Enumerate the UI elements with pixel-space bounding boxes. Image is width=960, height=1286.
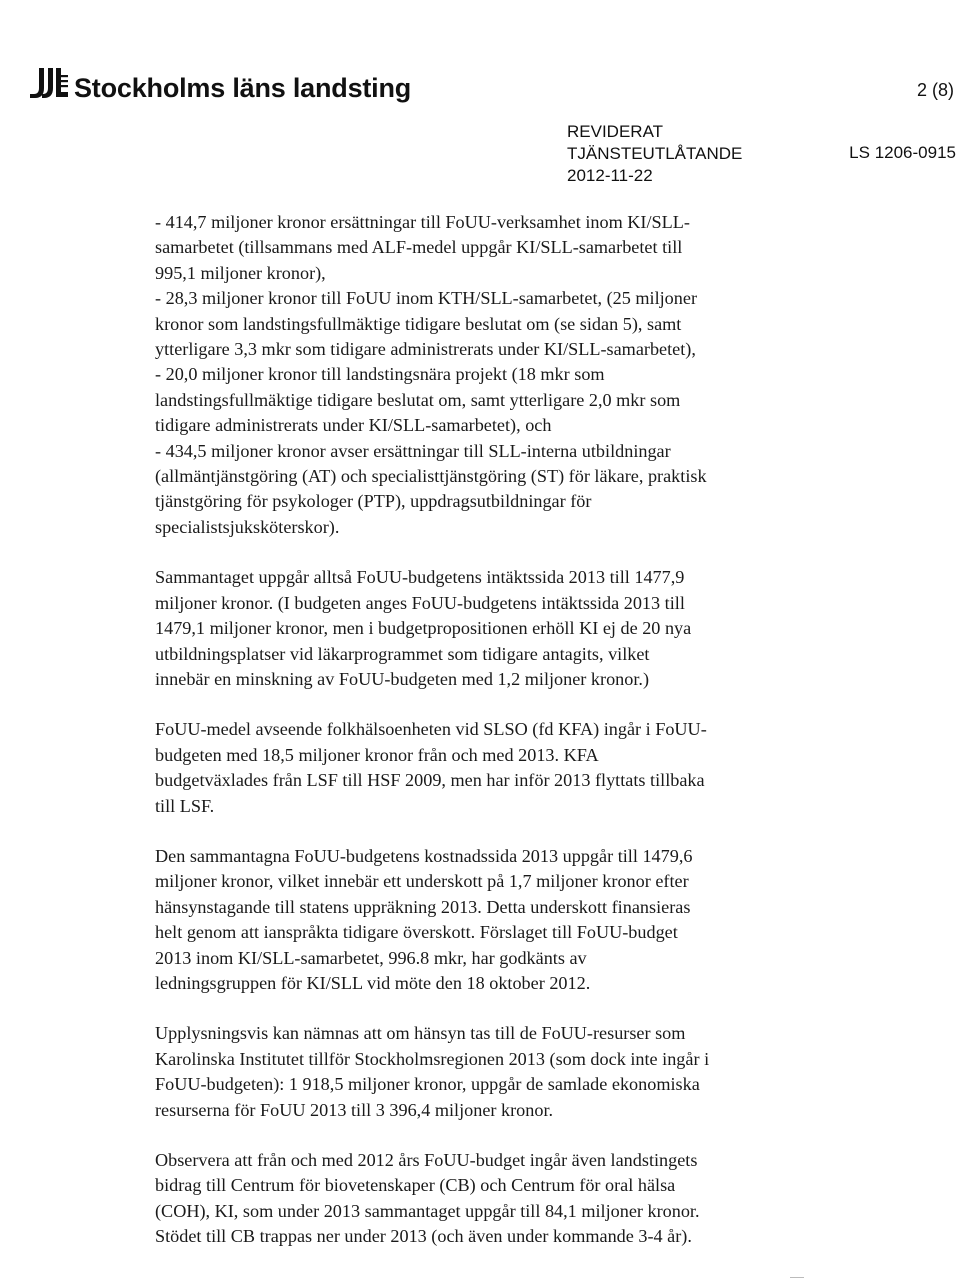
document-id: LS 1206-0915 bbox=[849, 143, 956, 162]
text-line: - 434,5 miljoner kronor avser ersättningar till SLL-interna utbildningar bbox=[155, 440, 671, 461]
page-number: 2 (8) bbox=[916, 80, 954, 100]
text-line: FoUU-budgeten): 1 918,5 miljoner kronor, uppgår de samlade ekonomiska bbox=[155, 1074, 700, 1095]
paragraph-centre-contributions bbox=[155, 1148, 950, 1250]
text-line: tidigare administrerats under KI/SLL-samarbetet), och bbox=[155, 415, 552, 436]
text-line: bidrag till Centrum för biovetenskaper (CB) och Centrum för oral hälsa bbox=[155, 1175, 676, 1196]
paragraph-public-health bbox=[155, 717, 950, 819]
text-line: budgeten med 18,5 miljoner kronor från och med 2013. KFA bbox=[155, 744, 599, 765]
text-line: Observera att från och med 2012 års FoUU-budget ingår även landstingets bbox=[155, 1150, 698, 1170]
sll-jl-logo-icon bbox=[30, 66, 68, 100]
text-line: landstingsfullmäktige tidigare beslutat om, samt ytterligare 2,0 mkr som bbox=[155, 389, 681, 410]
text-line: Upplysningsvis kan nämnas att om hänsyn tas till de FoUU-resurser som bbox=[155, 1023, 686, 1044]
scan-mark bbox=[790, 1277, 804, 1278]
document-meta bbox=[567, 121, 742, 187]
document-date: 2012-11-22 bbox=[567, 166, 653, 185]
paragraph-karolinska-resources bbox=[155, 1021, 950, 1123]
text-line: Sammantaget uppgår alltså FoUU-budgetens intäktssida 2013 till 1477,9 bbox=[155, 567, 685, 588]
text-line: FoUU-medel avseende folkhälsoenheten vid SLSO (fd KFA) ingår i FoUU- bbox=[155, 719, 707, 740]
text-line: kronor som landstingsfullmäktige tidigare beslutat om (se sidan 5), samt bbox=[155, 313, 682, 334]
text-line: Karolinska Institutet tillför Stockholmsregionen 2013 (som dock inte ingår i bbox=[155, 1048, 710, 1069]
text-line: innebär en minskning av FoUU-budgeten med 1,2 miljoner kronor.) bbox=[155, 668, 650, 689]
text-line: - 28,3 miljoner kronor till FoUU inom KTH/SLL-samarbetet, (25 miljoner bbox=[155, 288, 698, 309]
text-line: specialistsjuksköterskor). bbox=[155, 516, 340, 537]
text-line: miljoner kronor, vilket innebär ett underskott på 1,7 miljoner kronor efter bbox=[155, 871, 689, 892]
text-line: till LSF. bbox=[155, 795, 215, 816]
text-line: ledningsgruppen för KI/SLL vid möte den 18 oktober 2012. bbox=[155, 972, 591, 993]
text-line: resurserna för FoUU 2013 till 3 396,4 miljoner kronor. bbox=[155, 1099, 554, 1120]
text-line: tjänstgöring för psykologer (PTP), uppdragsutbildningar för bbox=[155, 491, 592, 512]
text-line: (COH), KI, som under 2013 sammantaget uppgår till 84,1 miljoner kronor. bbox=[155, 1200, 700, 1221]
text-line: 1479,1 miljoner kronor, men i budgetpropositionen erhöll KI ej de 20 nya bbox=[155, 618, 692, 639]
body-text bbox=[155, 210, 950, 1275]
text-line: Den sammantagna FoUU-budgetens kostnadssida 2013 uppgår till 1479,6 bbox=[155, 845, 693, 866]
document-type: TJÄNSTEUTLÅTANDE bbox=[567, 144, 743, 163]
text-line: 2013 inom KI/SLL-samarbetet, 996.8 mkr, har godkänts av bbox=[155, 947, 587, 968]
paragraph-budget-items bbox=[155, 210, 950, 540]
document-status: REVIDERAT bbox=[567, 122, 664, 141]
text-line: - 20,0 miljoner kronor till landstingsnära projekt (18 mkr som bbox=[155, 364, 605, 385]
text-line: helt genom att ianspråkta tidigare överskott. Förslaget till FoUU-budget bbox=[155, 922, 678, 943]
text-line: Stödet till CB trappas ner under 2013 (och även under kommande 3-4 år). bbox=[155, 1226, 692, 1247]
paragraph-revenue-summary bbox=[155, 565, 950, 692]
text-line: budgetväxlades från LSF till HSF 2009, men har inför 2013 flyttats tillbaka bbox=[155, 770, 705, 791]
text-line: (allmäntjänstgöring (AT) och specialisttjänstgöring (ST) för läkare, praktisk bbox=[155, 466, 707, 487]
text-line: - 414,7 miljoner kronor ersättningar till FoUU-verksamhet inom KI/SLL- bbox=[155, 212, 690, 232]
text-line: samarbetet (tillsammans med ALF-medel uppgår KI/SLL-samarbetet till bbox=[155, 237, 683, 258]
organization-name: Stockholms läns landsting bbox=[74, 73, 412, 103]
text-line: 995,1 miljoner kronor), bbox=[155, 262, 326, 283]
text-line: miljoner kronor. (I budgeten anges FoUU-budgetens intäktssida 2013 till bbox=[155, 592, 685, 613]
paragraph-cost-side bbox=[155, 844, 950, 996]
text-line: utbildningsplatser vid läkarprogrammet som tidigare antagits, vilket bbox=[155, 643, 650, 664]
text-line: hänsynstagande till statens uppräkning 2013. Detta underskott finansieras bbox=[155, 896, 691, 917]
text-line: ytterligare 3,3 mkr som tidigare administrerats under KI/SLL-samarbetet), bbox=[155, 339, 696, 360]
